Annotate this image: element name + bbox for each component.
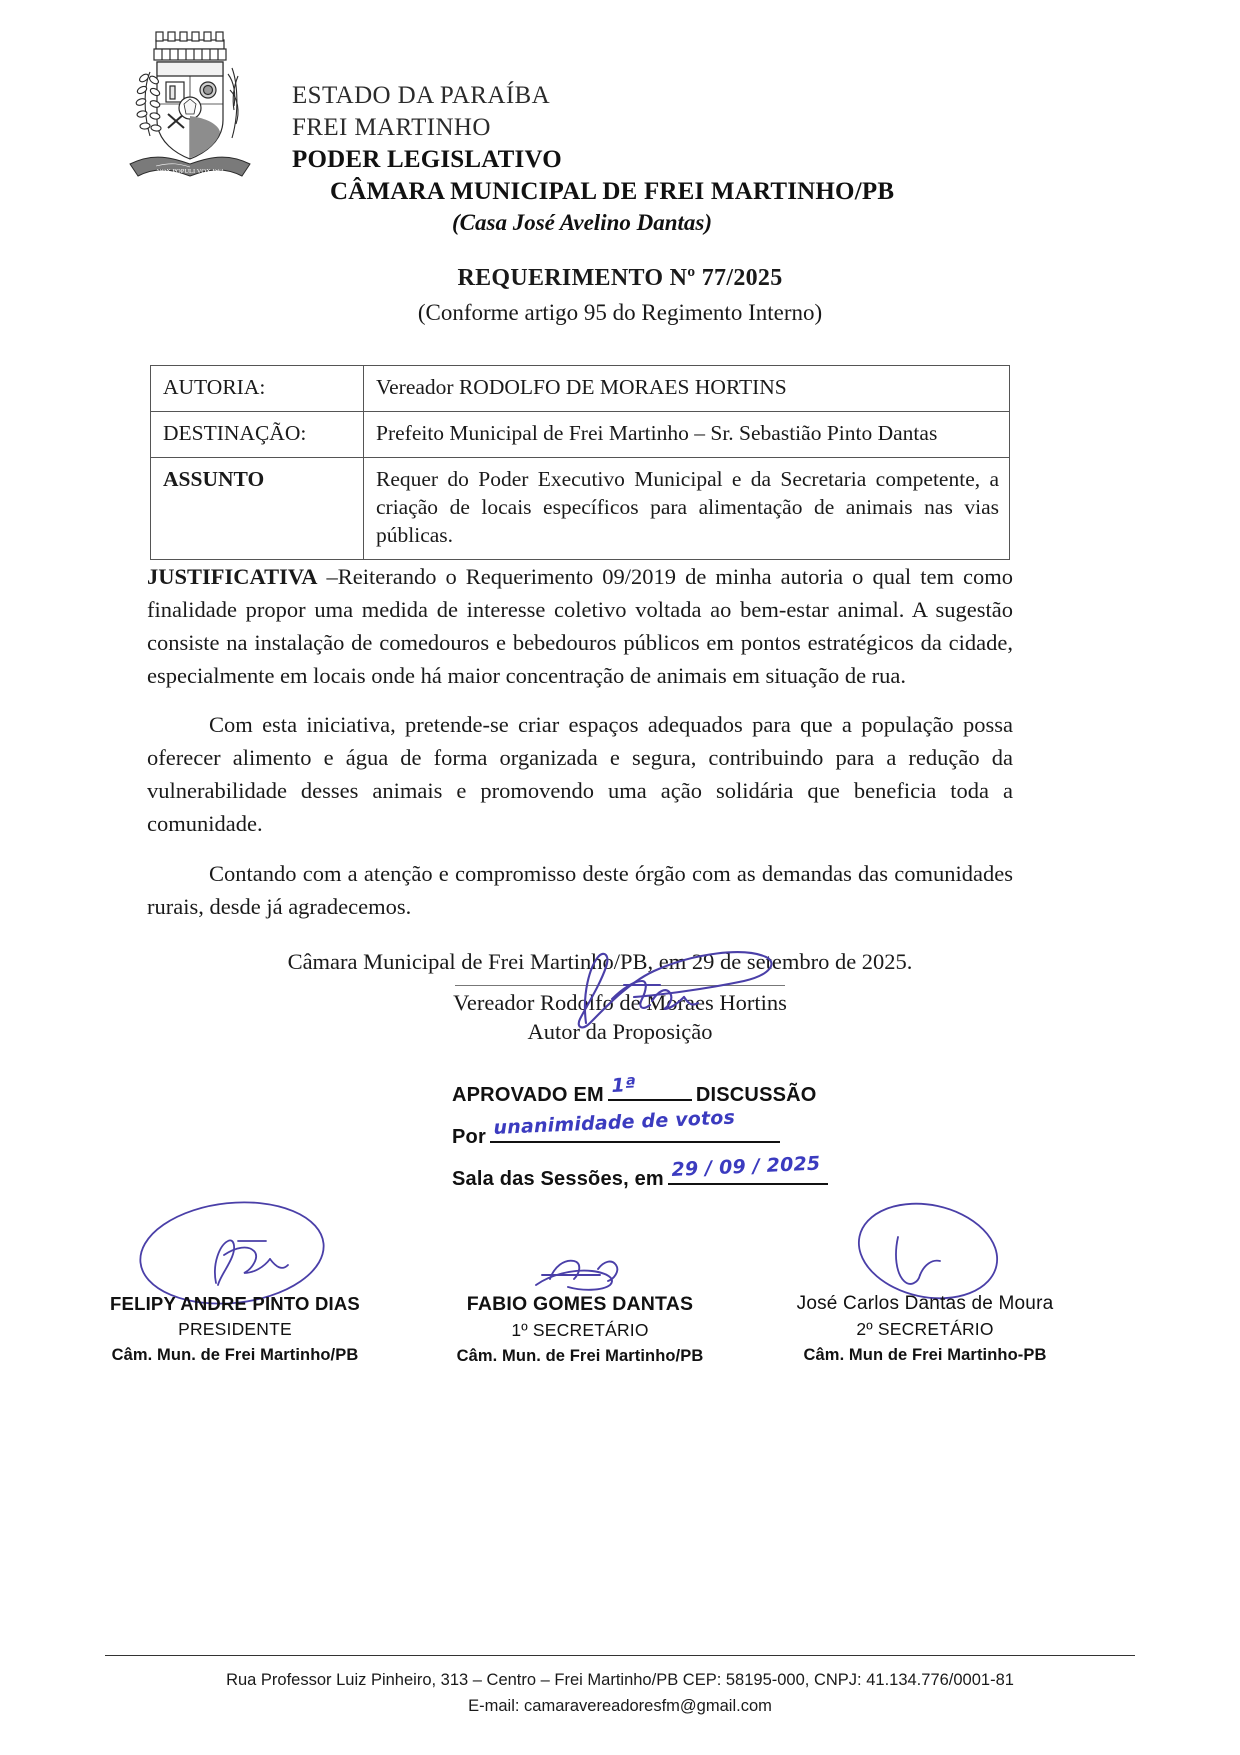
signer-name: José Carlos Dantas de Moura xyxy=(796,1293,1054,1314)
stamp-discussao-label: DISCUSSÃO xyxy=(695,1084,817,1106)
place-and-date: Câmara Municipal de Frei Martinho/PB, em 29 de setembro de 2025. xyxy=(287,948,913,974)
stamp-por-label: Por xyxy=(452,1126,486,1148)
document-footer xyxy=(0,1668,1240,1719)
row-label-autoria: AUTORIA: xyxy=(151,366,364,412)
header-branch: PODER LEGISLATIVO xyxy=(292,146,562,173)
coat-of-arms-icon xyxy=(110,24,270,184)
page-subtitle: (Conforme artigo 95 do Regimento Interno) xyxy=(417,300,823,325)
table-row xyxy=(151,411,1010,457)
table-row xyxy=(151,457,1010,559)
paragraph-justificativa xyxy=(147,560,1013,692)
table-row xyxy=(151,366,1010,412)
svg-text:VOX POPULI VOX DEI: VOX POPULI VOX DEI xyxy=(156,168,224,175)
signer-president xyxy=(80,1205,390,1366)
stamp-row-sala xyxy=(452,1152,821,1191)
signer-name: FELIPY ANDRE PINTO DIAS xyxy=(110,1293,360,1314)
stamp-sala-label: Sala das Sessões, em xyxy=(452,1168,664,1190)
author-name: Vereador Rodolfo de Moraes Hortins xyxy=(453,990,787,1015)
author-signature-block xyxy=(0,985,1240,1047)
footer-divider xyxy=(105,1655,1135,1656)
stamp-row-aprovado xyxy=(452,1073,817,1107)
signer-role: 1º SECRETÁRIO xyxy=(511,1320,649,1340)
footer-email: E-mail: camaravereadoresfm@gmail.com xyxy=(468,1696,772,1715)
signer-org: Câm. Mun. de Frei Martinho/PB xyxy=(456,1347,704,1365)
row-label-assunto: ASSUNTO xyxy=(151,457,364,559)
signer-org: Câm. Mun de Frei Martinho-PB xyxy=(803,1346,1047,1364)
paragraph-initiative: Com esta iniciativa, pretende-se criar espaços adequados para que a população possa oferecer alimento e água de forma organizada e segura, contribuindo para a redução da vulnerabilidade desses animais e promovendo uma ação solidária que beneficia toda a comunidade. xyxy=(147,712,1013,837)
footer-address: Rua Professor Luiz Pinheiro, 313 – Centro – Frei Martinho/PB CEP: 58195-000, CNPJ: 41.134.776/0001-81 xyxy=(226,1671,1014,1689)
signer-name: FABIO GOMES DANTAS xyxy=(466,1293,694,1315)
header-institution: CÂMARA MUNICIPAL DE FREI MARTINHO/PB xyxy=(330,178,895,205)
row-value-destinacao: Prefeito Municipal de Frei Martinho – Sr. Sebastião Pinto Dantas xyxy=(364,411,1010,457)
signers-block xyxy=(80,1205,1080,1366)
handwritten-value-data: 29 / 09 / 2025 xyxy=(670,1152,821,1181)
requirement-info-table xyxy=(150,365,1010,560)
header-text-block xyxy=(292,18,894,237)
signature-rule xyxy=(455,985,785,986)
header-house-name: (Casa José Avelino Dantas) xyxy=(452,210,713,235)
paragraph-closing: Contando com a atenção e compromisso deste órgão com as demandas das comunidades rurais, desde já agradecemos. xyxy=(147,860,1013,919)
stamp-por-field xyxy=(490,1106,780,1143)
stamp-row-por xyxy=(452,1106,812,1149)
approval-stamp xyxy=(452,1073,821,1204)
document-body xyxy=(147,560,1013,975)
author-role: Autor da Proposição xyxy=(527,1019,713,1045)
document-header xyxy=(110,18,1150,233)
page-title: REQUERIMENTO Nº 77/2025 xyxy=(457,265,783,291)
signer-first-secretary xyxy=(425,1205,735,1366)
header-city: FREI MARTINHO xyxy=(292,114,491,141)
row-value-autoria: Vereador RODOLFO DE MORAES HORTINS xyxy=(364,366,1010,412)
signer-org: Câm. Mun. de Frei Martinho/PB xyxy=(111,1346,359,1364)
stamp-aprovado-label: APROVADO EM xyxy=(452,1084,604,1106)
signer-second-secretary xyxy=(770,1205,1080,1366)
stamp-sala-field xyxy=(668,1152,828,1185)
handwritten-value-por: unanimidade de votos xyxy=(492,1106,736,1139)
stamp-aprovado-field xyxy=(608,1073,692,1101)
header-state: ESTADO DA PARAÍBA xyxy=(292,82,551,109)
signer-role: 2º SECRETÁRIO xyxy=(856,1319,994,1339)
justificativa-text: –Reiterando o Requerimento 09/2019 de minha autoria o qual tem como finalidade propor uma medida de interesse coletivo voltada ao bem-estar animal. A sugestão consiste na instalação de comedouros e bebedouros públicos em pontos estratégicos da cidade, especialmente em locais onde há maior concentração de animais em situação de rua. xyxy=(147,564,1013,689)
row-value-assunto: Requer do Poder Executivo Municipal e da Secretaria competente, a criação de locais específicos para alimentação de animais nas vias públicas. xyxy=(364,457,1010,559)
justificativa-label: JUSTIFICATIVA xyxy=(147,564,318,589)
handwritten-value-discussao: 1ª xyxy=(610,1073,637,1097)
signer-role: PRESIDENTE xyxy=(178,1319,292,1339)
row-label-destinacao: DESTINAÇÃO: xyxy=(151,411,364,457)
